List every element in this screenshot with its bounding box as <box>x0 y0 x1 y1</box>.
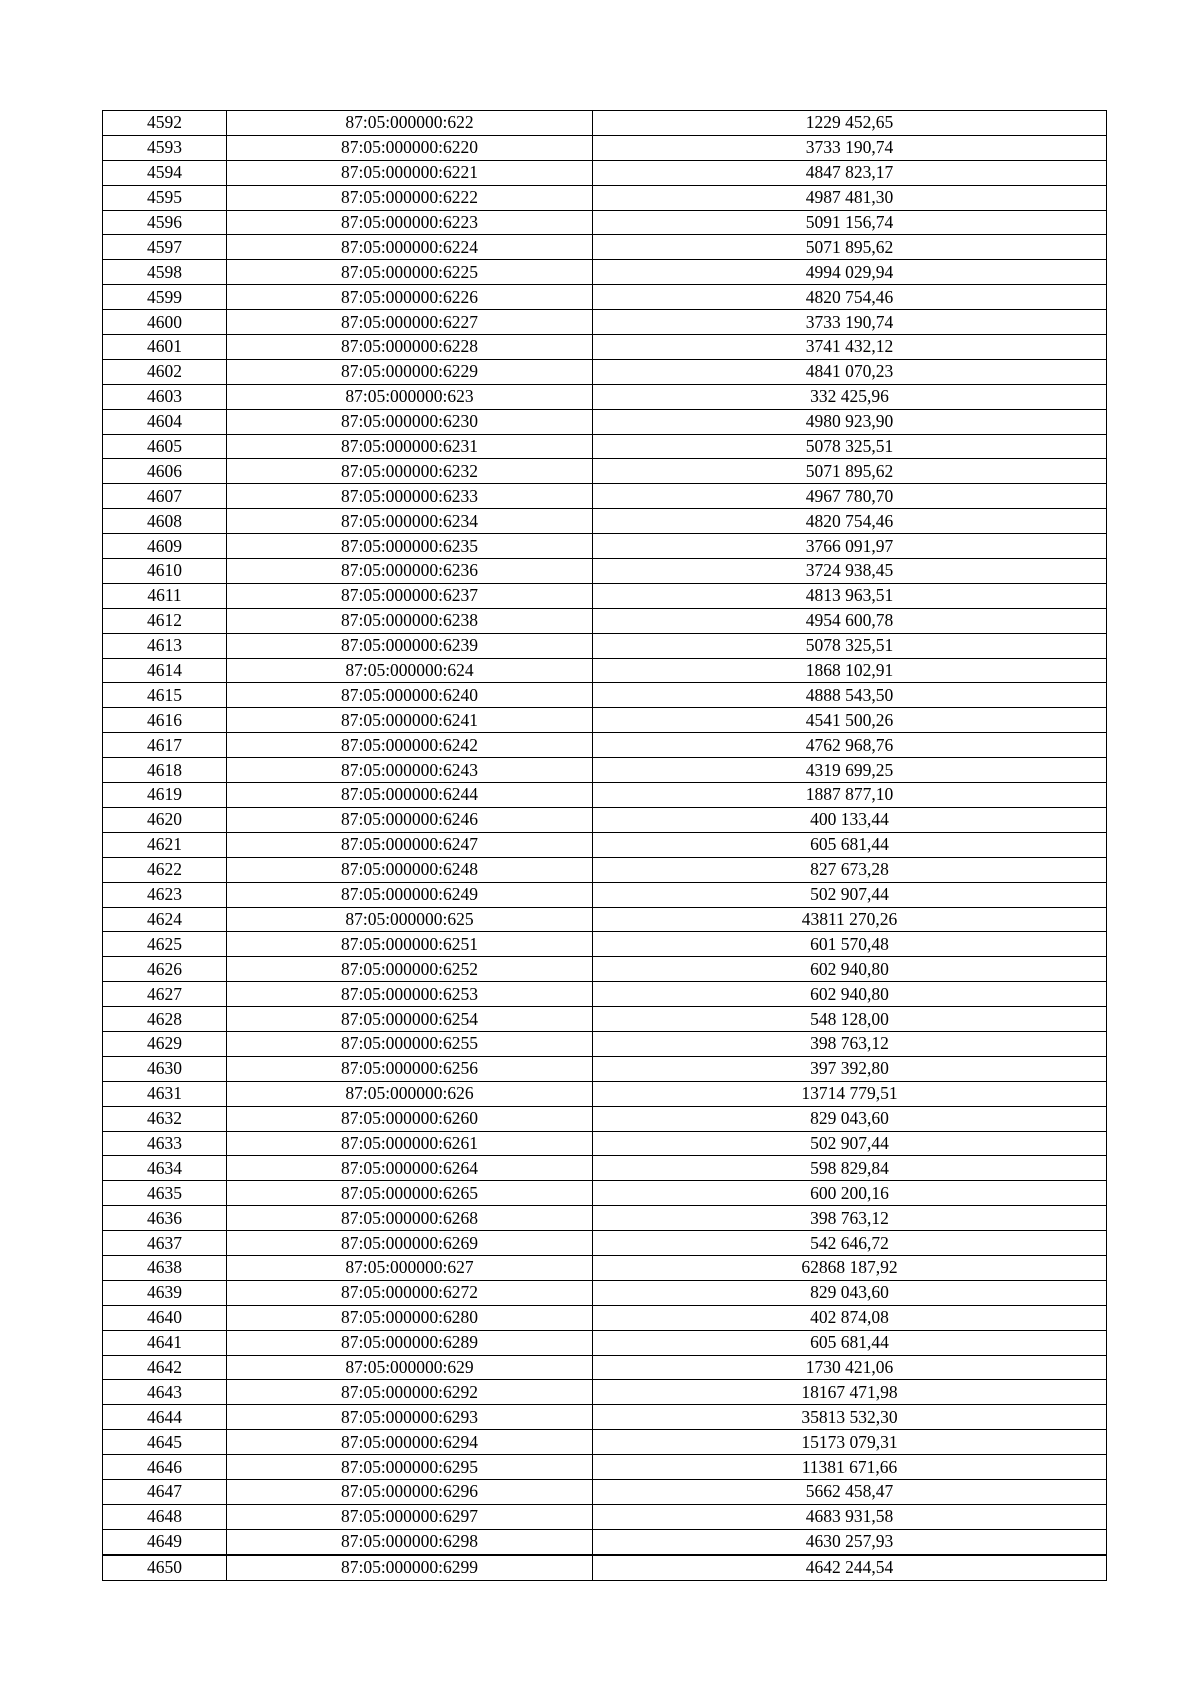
cadastral-number-cell: 87:05:000000:6236 <box>227 559 593 584</box>
cadastral-number-cell: 87:05:000000:624 <box>227 658 593 683</box>
cadastral-value-cell: 827 673,28 <box>593 857 1107 882</box>
table-row <box>103 260 1107 285</box>
cadastral-number-cell: 87:05:000000:6254 <box>227 1007 593 1032</box>
cadastral-number-cell: 87:05:000000:627 <box>227 1255 593 1280</box>
cadastral-value-cell: 5071 895,62 <box>593 459 1107 484</box>
cadastral-number-cell: 87:05:000000:6249 <box>227 882 593 907</box>
cadastral-value-cell: 15173 079,31 <box>593 1430 1107 1455</box>
cadastral-number-cell: 87:05:000000:6222 <box>227 185 593 210</box>
cadastral-value-cell: 602 940,80 <box>593 982 1107 1007</box>
cadastral-value-cell: 1229 452,65 <box>593 111 1107 136</box>
row-number-cell: 4598 <box>103 260 227 285</box>
row-number-cell: 4631 <box>103 1081 227 1106</box>
table-row <box>103 683 1107 708</box>
cadastral-value-cell: 602 940,80 <box>593 957 1107 982</box>
table-row <box>103 459 1107 484</box>
row-number-cell: 4636 <box>103 1206 227 1231</box>
row-number-cell: 4647 <box>103 1479 227 1504</box>
cadastral-value-cell: 4642 244,54 <box>593 1555 1107 1580</box>
cadastral-number-cell: 87:05:000000:6233 <box>227 484 593 509</box>
cadastral-number-cell: 87:05:000000:6241 <box>227 708 593 733</box>
table-row <box>103 185 1107 210</box>
cadastral-number-cell: 87:05:000000:6265 <box>227 1181 593 1206</box>
table-row <box>103 733 1107 758</box>
row-number-cell: 4630 <box>103 1056 227 1081</box>
row-number-cell: 4602 <box>103 359 227 384</box>
cadastral-number-cell: 87:05:000000:6260 <box>227 1106 593 1131</box>
cadastral-number-cell: 87:05:000000:622 <box>227 111 593 136</box>
cadastral-value-cell: 4541 500,26 <box>593 708 1107 733</box>
cadastral-value-cell: 398 763,12 <box>593 1206 1107 1231</box>
table-row <box>103 1355 1107 1380</box>
row-number-cell: 4644 <box>103 1405 227 1430</box>
table-row <box>103 807 1107 832</box>
cadastral-number-cell: 87:05:000000:6237 <box>227 583 593 608</box>
cadastral-value-cell: 1868 102,91 <box>593 658 1107 683</box>
cadastral-value-cell: 402 874,08 <box>593 1305 1107 1330</box>
cadastral-value-cell: 5662 458,47 <box>593 1479 1107 1504</box>
row-number-cell: 4641 <box>103 1330 227 1355</box>
row-number-cell: 4612 <box>103 608 227 633</box>
table-row <box>103 1007 1107 1032</box>
table-body <box>103 111 1107 1581</box>
cadastral-value-cell: 35813 532,30 <box>593 1405 1107 1430</box>
cadastral-value-cell: 4820 754,46 <box>593 509 1107 534</box>
table-row <box>103 882 1107 907</box>
row-number-cell: 4623 <box>103 882 227 907</box>
cadastral-number-cell: 87:05:000000:6253 <box>227 982 593 1007</box>
cadastral-number-cell: 87:05:000000:6239 <box>227 633 593 658</box>
cadastral-number-cell: 87:05:000000:6299 <box>227 1555 593 1580</box>
cadastral-number-cell: 87:05:000000:629 <box>227 1355 593 1380</box>
table-row <box>103 1056 1107 1081</box>
row-number-cell: 4594 <box>103 160 227 185</box>
table-row <box>103 608 1107 633</box>
cadastral-value-cell: 3733 190,74 <box>593 310 1107 335</box>
table-row <box>103 1555 1107 1580</box>
row-number-cell: 4615 <box>103 683 227 708</box>
cadastral-number-cell: 87:05:000000:6293 <box>227 1405 593 1430</box>
cadastral-number-cell: 87:05:000000:6223 <box>227 210 593 235</box>
row-number-cell: 4592 <box>103 111 227 136</box>
table-row <box>103 583 1107 608</box>
cadastral-value-cell: 4987 481,30 <box>593 185 1107 210</box>
cadastral-value-cell: 4847 823,17 <box>593 160 1107 185</box>
table-row <box>103 559 1107 584</box>
cadastral-number-cell: 87:05:000000:6268 <box>227 1206 593 1231</box>
cadastral-value-cell: 502 907,44 <box>593 1131 1107 1156</box>
row-number-cell: 4633 <box>103 1131 227 1156</box>
row-number-cell: 4635 <box>103 1181 227 1206</box>
cadastral-number-cell: 87:05:000000:6294 <box>227 1430 593 1455</box>
cadastral-number-cell: 87:05:000000:6225 <box>227 260 593 285</box>
table-row <box>103 1405 1107 1430</box>
row-number-cell: 4601 <box>103 335 227 360</box>
table-row <box>103 384 1107 409</box>
row-number-cell: 4625 <box>103 932 227 957</box>
row-number-cell: 4617 <box>103 733 227 758</box>
cadastral-value-cell: 4994 029,94 <box>593 260 1107 285</box>
cadastral-number-cell: 87:05:000000:6242 <box>227 733 593 758</box>
cadastral-number-cell: 87:05:000000:623 <box>227 384 593 409</box>
row-number-cell: 4640 <box>103 1305 227 1330</box>
table-row <box>103 1255 1107 1280</box>
cadastral-number-cell: 87:05:000000:6228 <box>227 335 593 360</box>
row-number-cell: 4603 <box>103 384 227 409</box>
cadastral-value-cell: 542 646,72 <box>593 1231 1107 1256</box>
row-number-cell: 4614 <box>103 658 227 683</box>
table-row <box>103 534 1107 559</box>
cadastral-value-cell: 398 763,12 <box>593 1031 1107 1056</box>
table-row <box>103 857 1107 882</box>
row-number-cell: 4595 <box>103 185 227 210</box>
cadastral-value-cell: 5091 156,74 <box>593 210 1107 235</box>
cadastral-number-cell: 87:05:000000:6234 <box>227 509 593 534</box>
table-row <box>103 832 1107 857</box>
table-row <box>103 932 1107 957</box>
row-number-cell: 4607 <box>103 484 227 509</box>
table-row <box>103 1206 1107 1231</box>
row-number-cell: 4643 <box>103 1380 227 1405</box>
row-number-cell: 4621 <box>103 832 227 857</box>
cadastral-number-cell: 87:05:000000:6231 <box>227 434 593 459</box>
cadastral-value-cell: 3741 432,12 <box>593 335 1107 360</box>
table-row <box>103 1380 1107 1405</box>
cadastral-number-cell: 87:05:000000:6296 <box>227 1479 593 1504</box>
row-number-cell: 4608 <box>103 509 227 534</box>
cadastral-value-cell: 332 425,96 <box>593 384 1107 409</box>
cadastral-value-cell: 4630 257,93 <box>593 1529 1107 1554</box>
cadastral-value-cell: 4683 931,58 <box>593 1504 1107 1529</box>
cadastral-number-cell: 87:05:000000:6295 <box>227 1455 593 1480</box>
row-number-cell: 4599 <box>103 285 227 310</box>
row-number-cell: 4619 <box>103 783 227 808</box>
cadastral-value-cell: 5078 325,51 <box>593 434 1107 459</box>
cadastral-value-cell: 4813 963,51 <box>593 583 1107 608</box>
cadastral-value-cell: 1887 877,10 <box>593 783 1107 808</box>
cadastral-number-cell: 87:05:000000:6227 <box>227 310 593 335</box>
cadastral-value-cell: 605 681,44 <box>593 832 1107 857</box>
table-row <box>103 1479 1107 1504</box>
cadastral-number-cell: 87:05:000000:6226 <box>227 285 593 310</box>
cadastral-number-cell: 87:05:000000:6280 <box>227 1305 593 1330</box>
cadastral-value-cell: 5078 325,51 <box>593 633 1107 658</box>
row-number-cell: 4632 <box>103 1106 227 1131</box>
row-number-cell: 4646 <box>103 1455 227 1480</box>
row-number-cell: 4618 <box>103 758 227 783</box>
row-number-cell: 4622 <box>103 857 227 882</box>
row-number-cell: 4649 <box>103 1529 227 1554</box>
cadastral-value-cell: 4980 923,90 <box>593 409 1107 434</box>
table-row <box>103 210 1107 235</box>
row-number-cell: 4609 <box>103 534 227 559</box>
table-row <box>103 509 1107 534</box>
cadastral-value-cell: 829 043,60 <box>593 1106 1107 1131</box>
cadastral-value-cell: 3724 938,45 <box>593 559 1107 584</box>
row-number-cell: 4596 <box>103 210 227 235</box>
table-row <box>103 783 1107 808</box>
table-row <box>103 982 1107 1007</box>
table-row <box>103 1430 1107 1455</box>
table-row <box>103 1031 1107 1056</box>
row-number-cell: 4600 <box>103 310 227 335</box>
row-number-cell: 4605 <box>103 434 227 459</box>
row-number-cell: 4642 <box>103 1355 227 1380</box>
cadastral-value-cell: 829 043,60 <box>593 1280 1107 1305</box>
row-number-cell: 4638 <box>103 1255 227 1280</box>
cadastral-value-cell: 548 128,00 <box>593 1007 1107 1032</box>
cadastral-value-cell: 598 829,84 <box>593 1156 1107 1181</box>
cadastral-number-cell: 87:05:000000:6238 <box>227 608 593 633</box>
cadastral-number-cell: 87:05:000000:6224 <box>227 235 593 260</box>
row-number-cell: 4611 <box>103 583 227 608</box>
cadastral-value-cell: 4967 780,70 <box>593 484 1107 509</box>
cadastral-number-cell: 87:05:000000:6261 <box>227 1131 593 1156</box>
table-row <box>103 1529 1107 1554</box>
cadastral-value-cell: 4820 754,46 <box>593 285 1107 310</box>
cadastral-number-cell: 87:05:000000:6252 <box>227 957 593 982</box>
cadastral-value-cell: 4841 070,23 <box>593 359 1107 384</box>
cadastral-value-cell: 4762 968,76 <box>593 733 1107 758</box>
row-number-cell: 4624 <box>103 907 227 932</box>
table-row <box>103 160 1107 185</box>
cadastral-number-cell: 87:05:000000:626 <box>227 1081 593 1106</box>
table-row <box>103 484 1107 509</box>
cadastral-number-cell: 87:05:000000:625 <box>227 907 593 932</box>
cadastral-value-cell: 13714 779,51 <box>593 1081 1107 1106</box>
table-row <box>103 1231 1107 1256</box>
table-row <box>103 1156 1107 1181</box>
table-row <box>103 907 1107 932</box>
table-row <box>103 235 1107 260</box>
table-row <box>103 633 1107 658</box>
table-row <box>103 1106 1107 1131</box>
table-row <box>103 310 1107 335</box>
row-number-cell: 4613 <box>103 633 227 658</box>
cadastral-number-cell: 87:05:000000:6232 <box>227 459 593 484</box>
cadastral-number-cell: 87:05:000000:6272 <box>227 1280 593 1305</box>
cadastral-number-cell: 87:05:000000:6289 <box>227 1330 593 1355</box>
table-row <box>103 1081 1107 1106</box>
cadastral-number-cell: 87:05:000000:6256 <box>227 1056 593 1081</box>
cadastral-value-cell: 18167 471,98 <box>593 1380 1107 1405</box>
cadastral-value-cell: 1730 421,06 <box>593 1355 1107 1380</box>
row-number-cell: 4628 <box>103 1007 227 1032</box>
table-row <box>103 1455 1107 1480</box>
cadastral-number-cell: 87:05:000000:6297 <box>227 1504 593 1529</box>
cadastral-value-cell: 3733 190,74 <box>593 135 1107 160</box>
row-number-cell: 4627 <box>103 982 227 1007</box>
cadastral-number-cell: 87:05:000000:6243 <box>227 758 593 783</box>
cadastral-number-cell: 87:05:000000:6235 <box>227 534 593 559</box>
cadastral-value-cell: 4888 543,50 <box>593 683 1107 708</box>
cadastral-number-cell: 87:05:000000:6248 <box>227 857 593 882</box>
row-number-cell: 4606 <box>103 459 227 484</box>
cadastral-number-cell: 87:05:000000:6246 <box>227 807 593 832</box>
cadastral-value-cell: 502 907,44 <box>593 882 1107 907</box>
cadastral-value-cell: 400 133,44 <box>593 807 1107 832</box>
row-number-cell: 4616 <box>103 708 227 733</box>
table-row <box>103 135 1107 160</box>
cadastral-value-cell: 5071 895,62 <box>593 235 1107 260</box>
cadastral-number-cell: 87:05:000000:6220 <box>227 135 593 160</box>
cadastral-value-cell: 397 392,80 <box>593 1056 1107 1081</box>
row-number-cell: 4626 <box>103 957 227 982</box>
cadastral-value-cell: 605 681,44 <box>593 1330 1107 1355</box>
cadastral-value-cell: 4319 699,25 <box>593 758 1107 783</box>
row-number-cell: 4604 <box>103 409 227 434</box>
cadastral-value-cell: 11381 671,66 <box>593 1455 1107 1480</box>
cadastral-number-cell: 87:05:000000:6221 <box>227 160 593 185</box>
cadastral-number-cell: 87:05:000000:6244 <box>227 783 593 808</box>
table-row <box>103 708 1107 733</box>
table-row <box>103 434 1107 459</box>
cadastral-value-cell: 62868 187,92 <box>593 1255 1107 1280</box>
cadastral-number-cell: 87:05:000000:6292 <box>227 1380 593 1405</box>
table-row <box>103 285 1107 310</box>
cadastral-number-cell: 87:05:000000:6255 <box>227 1031 593 1056</box>
row-number-cell: 4648 <box>103 1504 227 1529</box>
cadastral-number-cell: 87:05:000000:6298 <box>227 1529 593 1554</box>
row-number-cell: 4634 <box>103 1156 227 1181</box>
row-number-cell: 4620 <box>103 807 227 832</box>
table-row <box>103 758 1107 783</box>
row-number-cell: 4610 <box>103 559 227 584</box>
table-row <box>103 359 1107 384</box>
table-row <box>103 1181 1107 1206</box>
table-row <box>103 1280 1107 1305</box>
row-number-cell: 4639 <box>103 1280 227 1305</box>
table-row <box>103 1330 1107 1355</box>
table-row <box>103 658 1107 683</box>
cadastral-number-cell: 87:05:000000:6247 <box>227 832 593 857</box>
cadastral-number-cell: 87:05:000000:6264 <box>227 1156 593 1181</box>
cadastral-value-cell: 601 570,48 <box>593 932 1107 957</box>
cadastral-value-cell: 3766 091,97 <box>593 534 1107 559</box>
row-number-cell: 4597 <box>103 235 227 260</box>
cadastral-value-cell: 43811 270,26 <box>593 907 1107 932</box>
cadastral-value-table <box>102 110 1107 1581</box>
table-row <box>103 409 1107 434</box>
cadastral-number-cell: 87:05:000000:6240 <box>227 683 593 708</box>
row-number-cell: 4637 <box>103 1231 227 1256</box>
table-row <box>103 957 1107 982</box>
row-number-cell: 4593 <box>103 135 227 160</box>
cadastral-value-cell: 4954 600,78 <box>593 608 1107 633</box>
row-number-cell: 4629 <box>103 1031 227 1056</box>
cadastral-number-cell: 87:05:000000:6251 <box>227 932 593 957</box>
cadastral-number-cell: 87:05:000000:6230 <box>227 409 593 434</box>
cadastral-number-cell: 87:05:000000:6269 <box>227 1231 593 1256</box>
table-row <box>103 335 1107 360</box>
table-row <box>103 1305 1107 1330</box>
table-row <box>103 1131 1107 1156</box>
row-number-cell: 4650 <box>103 1555 227 1580</box>
cadastral-number-cell: 87:05:000000:6229 <box>227 359 593 384</box>
table-row <box>103 111 1107 136</box>
row-number-cell: 4645 <box>103 1430 227 1455</box>
table-row <box>103 1504 1107 1529</box>
cadastral-value-cell: 600 200,16 <box>593 1181 1107 1206</box>
